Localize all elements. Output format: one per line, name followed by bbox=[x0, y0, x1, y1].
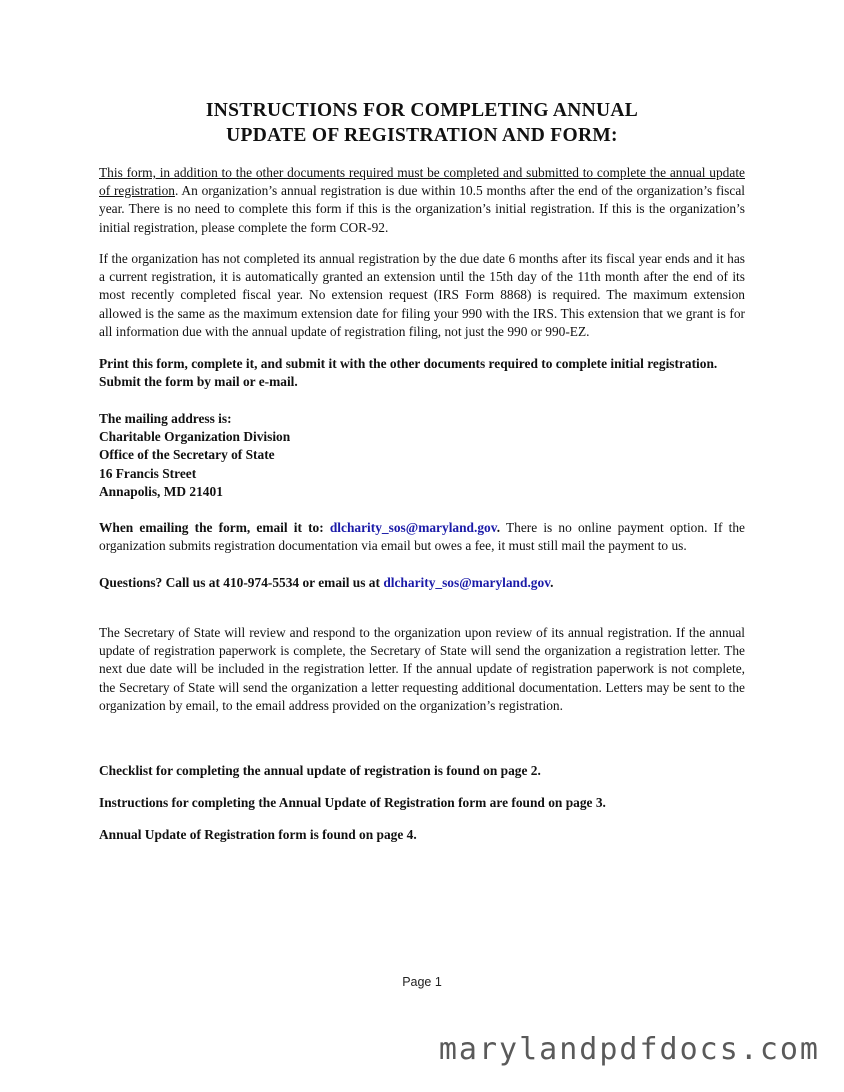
reference-form: Annual Update of Registration form is found on page 4. bbox=[99, 827, 417, 842]
mailing-line: Charitable Organization Division bbox=[99, 429, 291, 445]
intro-rest-text: . An organization’s annual registration is due within 10.5 months after the end of the organization’s fiscal year. There is no need to complete this form if this is the organization’s initial registration. If this is the organization’s initial registration, please complete the form COR-92. bbox=[99, 183, 745, 235]
print-instructions-line-1: Print this form, complete it, and submit it with the other documents required to complete initial registration. bbox=[99, 356, 718, 371]
intro-underlined-text: This form, in addition to the other documents required must be completed and submitted to complete the annual update of registration bbox=[99, 165, 745, 199]
watermark: marylandpdfdocs.com bbox=[438, 1032, 820, 1067]
title-line-1: INSTRUCTIONS FOR COMPLETING ANNUAL bbox=[205, 100, 639, 121]
email-link[interactable]: dlcharity_sos@maryland.gov bbox=[329, 520, 497, 535]
title-line-2: UPDATE OF REGISTRATION AND FORM: bbox=[226, 125, 618, 146]
print-instructions-line-2: Submit the form by mail or e-mail. bbox=[99, 374, 298, 390]
mailing-line: Office of the Secretary of State bbox=[99, 447, 275, 463]
email-paragraph bbox=[99, 519, 745, 555]
questions-line bbox=[99, 574, 745, 592]
reference-checklist: Checklist for completing the annual update of registration is found on page 2. bbox=[99, 763, 541, 778]
questions-email-link[interactable]: dlcharity_sos@maryland.gov bbox=[383, 575, 551, 590]
mailing-address bbox=[99, 410, 745, 501]
questions-period: . bbox=[550, 575, 554, 590]
email-lead: When emailing the form, email it to: bbox=[99, 520, 330, 535]
page-title bbox=[99, 98, 745, 148]
mailing-heading: The mailing address is: bbox=[99, 411, 232, 426]
page-number: Page 1 bbox=[402, 975, 442, 989]
review-paragraph: The Secretary of State will review and respond to the organization upon review of its annual registration. If the annual update of registration paperwork is complete, the Secretary of State will send the organization a registration letter. The next due date will be included in the registration letter. If the annual update of registration paperwork is not complete, the Secretary of State will send the organization a letter requesting additional documentation. Letters may be sent to the organization by email, to the email address provided on the organization’s registration. bbox=[99, 625, 745, 713]
email-rest: There is no online payment option. If the organization submits registration documentation via email but owes a fee, it must still mail the payment to us. bbox=[99, 520, 745, 554]
intro-paragraph bbox=[99, 164, 745, 237]
print-instructions bbox=[99, 355, 745, 391]
mailing-line: Annapolis, MD 21401 bbox=[99, 483, 223, 499]
questions-lead: Questions? Call us at 410-974-5534 or email us at bbox=[99, 575, 384, 590]
email-period: . bbox=[496, 520, 501, 535]
reference-instructions: Instructions for completing the Annual Update of Registration form are found on page 3. bbox=[99, 795, 606, 810]
extension-paragraph: If the organization has not completed its annual registration by the due date 6 months after its fiscal year ends and it has a current registration, it is automatically granted an extension until the 15th day of the 11th month after the end of its most recently completed fiscal year. No extension request (IRS Form 8868) is required. The maximum extension allowed is the same as the maximum extension date for filing your 990 with the IRS. This extension that we grant is for all information due with the annual update of registration filing, not just the 990 or 990-EZ. bbox=[99, 251, 745, 339]
mailing-line: 16 Francis Street bbox=[99, 465, 197, 481]
